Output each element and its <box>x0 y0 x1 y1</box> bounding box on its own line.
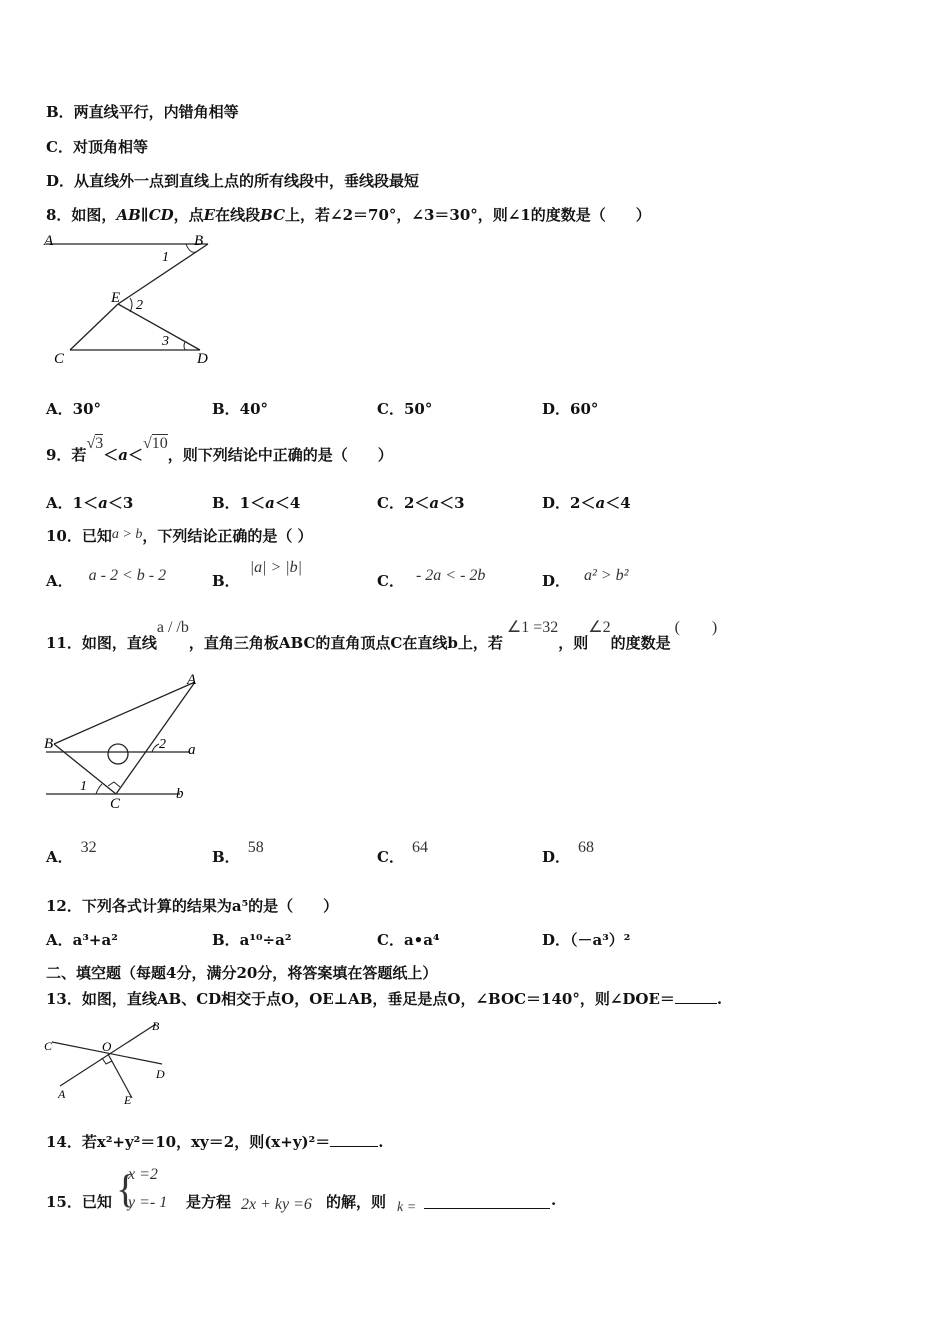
q10-option-d[interactable] <box>542 566 628 591</box>
opt-text: ＜3 <box>107 494 134 512</box>
q11-text: ，直角三角板ABC的直角顶点C在直线b上，若 <box>188 634 503 652</box>
q11-label-line-b: b <box>176 786 184 802</box>
q8-segment: BC <box>260 206 286 224</box>
q11-text: ，则 <box>558 634 589 652</box>
q9-number: 9．若 <box>46 446 87 464</box>
opt-label: C． <box>377 848 404 866</box>
sqrt-3: √3 <box>86 435 104 452</box>
q11-label-line-a: a <box>188 742 196 758</box>
opt-text: A．1＜ <box>46 494 99 512</box>
q12-stem: 12．下列各式计算的结果为a⁵的是（ ） <box>46 897 339 915</box>
q15-text: 的解，则 <box>326 1193 387 1211</box>
q13-end: . <box>716 990 723 1008</box>
q14-stem <box>46 1131 383 1152</box>
q10-condition: a > b <box>111 527 143 542</box>
opt-var: a <box>429 494 440 512</box>
opt-label: D． <box>542 572 571 590</box>
opt-label: C． <box>377 572 404 590</box>
q8-label-e: E <box>111 290 121 306</box>
opt-label: A． <box>46 848 73 866</box>
q11-option-c[interactable] <box>377 838 428 867</box>
q8-option-c[interactable]: C．50° <box>377 400 433 418</box>
q13-answer-blank[interactable] <box>675 1003 717 1004</box>
q7-option-d: D．从直线外一点到直线上点的所有线段中，垂线段最短 <box>46 172 420 190</box>
opt-text: D．2＜ <box>542 494 596 512</box>
q8-label-c: C <box>54 351 65 367</box>
q14-end: . <box>378 1133 384 1151</box>
q13-figure <box>40 1016 172 1106</box>
q11-number: 11．如图，直线 <box>46 634 157 652</box>
q11-label-c: C <box>110 796 121 812</box>
q10-option-c[interactable] <box>377 566 485 591</box>
q11-stem <box>46 620 717 654</box>
q13-label-d: D <box>156 1067 165 1081</box>
q9-tail: ，则下列结论中正确的是（ ） <box>167 446 393 464</box>
opt-value: 58 <box>247 839 264 856</box>
q9-option-a[interactable] <box>46 492 133 513</box>
q13-label-b: B <box>152 1019 160 1033</box>
opt-label: A． <box>46 572 73 590</box>
q10-option-a[interactable] <box>46 566 166 591</box>
opt-expr: - 2a < - 2b <box>415 567 486 584</box>
q11-label-1: 1 <box>80 779 87 794</box>
opt-value: 64 <box>411 839 428 856</box>
q9-stem <box>46 435 393 468</box>
q11-condition: a / /b <box>156 619 189 636</box>
q11-label-b-vertex: B <box>44 736 54 752</box>
q11-option-d[interactable] <box>542 838 594 867</box>
opt-var: a <box>265 494 275 512</box>
q13-label-e: E <box>124 1093 132 1106</box>
opt-value: 32 <box>80 839 97 856</box>
q12-option-c[interactable]: C．a•a⁴ <box>377 931 440 949</box>
q8-stem <box>46 204 651 225</box>
q12-option-a[interactable]: A．a³+a² <box>46 931 118 949</box>
q13-label-a: A <box>58 1087 66 1101</box>
q11-figure <box>40 668 210 813</box>
sqrt-10: √10 <box>142 435 168 452</box>
q8-label-1: 1 <box>162 250 169 265</box>
sqrt-3-radicand: 3 <box>95 435 104 452</box>
opt-expr: |a| > |b| <box>249 559 303 576</box>
q10-stem <box>46 525 313 546</box>
brace-icon: { <box>116 1166 136 1211</box>
q8-label-2: 2 <box>136 298 143 313</box>
q9-option-c[interactable] <box>377 492 465 513</box>
sqrt-10-radicand: 10 <box>151 435 168 452</box>
q10-tail: ，下列结论正确的是（ ） <box>142 527 313 545</box>
opt-text: B．1＜ <box>212 494 266 512</box>
q8-point-e: E <box>203 206 216 224</box>
q8-text: 在线段 <box>215 206 261 224</box>
q11-answer-paren: ( ) <box>674 619 718 636</box>
q15-text: 是方程 <box>186 1193 232 1211</box>
q9-lt: ＜ <box>127 446 143 464</box>
q11-angle2: ∠2 <box>588 619 611 636</box>
opt-expr: a² > b² <box>584 567 629 584</box>
q15-number: 15．已知 <box>46 1193 112 1211</box>
opt-label: B． <box>212 572 240 590</box>
q15-equation: 2x + ky =6 <box>241 1196 312 1213</box>
opt-var: a <box>98 494 108 512</box>
q11-option-b[interactable] <box>212 838 264 867</box>
q8-option-a[interactable]: A．30° <box>46 400 102 418</box>
opt-text: ＜3 <box>439 494 465 512</box>
q15-eq-x: x =2 <box>128 1166 158 1183</box>
opt-label: D． <box>542 848 571 866</box>
opt-value: 68 <box>578 839 595 856</box>
q9-option-b[interactable] <box>212 492 300 513</box>
q8-label-3: 3 <box>162 334 169 349</box>
q11-label-2: 2 <box>159 737 166 752</box>
q15-answer-blank[interactable] <box>424 1194 550 1209</box>
opt-expr: a - 2 < b - 2 <box>88 567 167 584</box>
q15-eq-y: y =- 1 <box>128 1194 168 1211</box>
q12-option-d[interactable]: D．（－a³）² <box>542 931 631 949</box>
q11-angle1: ∠1 =32 <box>506 619 559 636</box>
q10-option-b[interactable] <box>212 559 303 591</box>
q8-number: 8．如图， <box>46 206 117 224</box>
q8-label-b: B <box>194 233 204 249</box>
q8-option-d[interactable]: D．60° <box>542 400 599 418</box>
q8-option-b[interactable]: B．40° <box>212 400 269 418</box>
q9-var: a <box>118 446 128 464</box>
q8-text: ，点 <box>173 206 204 224</box>
q10-number: 10．已知 <box>46 527 112 545</box>
opt-var: a <box>595 494 606 512</box>
q9-lt: ＜ <box>103 446 119 464</box>
q8-label-a: A <box>44 233 54 249</box>
q7-option-b: B．两直线平行，内错角相等 <box>46 103 239 121</box>
q13-label-o: O <box>102 1039 112 1054</box>
q8-text: 上，若∠2＝70°，∠3＝30°，则∠1的度数是（ ） <box>285 206 651 224</box>
q13-stem <box>46 988 722 1009</box>
opt-text: C．2＜ <box>377 494 430 512</box>
q14-text: 14．若x²+y²＝10，xy＝2，则(x+y)²＝ <box>46 1133 331 1151</box>
q8-label-d: D <box>197 351 208 367</box>
q15-k: k = <box>397 1200 417 1215</box>
q11-label-a-vertex: A <box>187 672 197 688</box>
q11-option-a[interactable] <box>46 838 97 867</box>
opt-text: ＜4 <box>274 494 301 512</box>
opt-label: B． <box>212 848 240 866</box>
q7-option-c: C．对顶角相等 <box>46 138 148 156</box>
q8-figure <box>40 228 230 368</box>
q13-label-c: C <box>44 1039 53 1053</box>
q12-option-b[interactable]: B．a¹⁰÷a² <box>212 931 292 949</box>
q13-text: 13．如图，直线AB、CD相交于点O，OE⊥AB，垂足是点O，∠BOC＝140°，则∠DOE＝ <box>46 990 675 1008</box>
q9-option-d[interactable] <box>542 492 631 513</box>
section-title: 二、填空题（每题4分，满分20分，将答案填在答题纸上） <box>46 964 438 982</box>
q8-parallel: AB∥CD <box>116 206 174 224</box>
opt-text: ＜4 <box>605 494 631 512</box>
q15-end: . <box>551 1191 557 1209</box>
q11-text: 的度数是 <box>610 634 671 652</box>
q14-answer-blank[interactable] <box>330 1146 378 1147</box>
